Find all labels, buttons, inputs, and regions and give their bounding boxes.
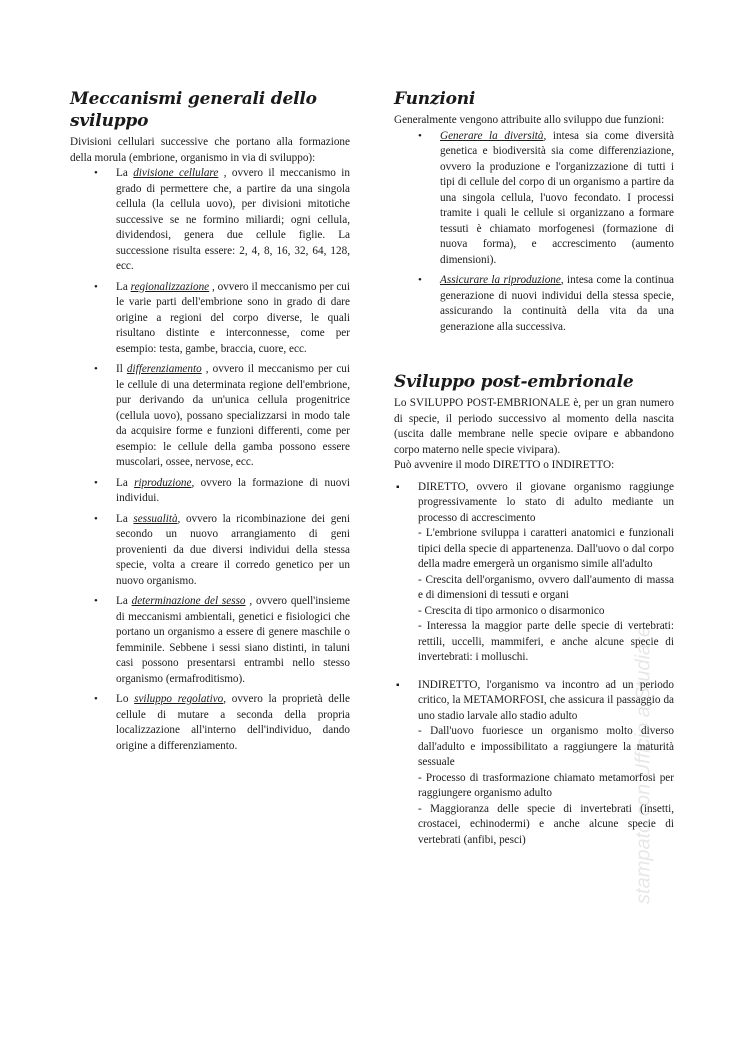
section-title-funzioni: Funzioni <box>394 89 476 109</box>
term-link: differenziamento <box>126 363 202 375</box>
list-item: • La determinazione del sesso , ovvero quell'insieme di meccanismi ambientali, genetici e fisiologici che portano un organismo a essere di genere maschile o femminile. Sebbene i sessi siano distinti, in taluni casi possono presentarsi entrambi nello stesso organismo (ermafroditismo). <box>94 595 350 685</box>
small-bullet-icon: ▪ <box>396 481 400 493</box>
bullet-icon: • <box>94 167 98 179</box>
term-link: Assicurare la riproduzione <box>440 274 561 286</box>
small-bullet-icon: ▪ <box>396 679 400 691</box>
list-item: • Assicurare la riproduzione, intesa come la continua generazione di nuovi individui della stessa specie, assicurando la continuità della vita da una generazione alla successiva. <box>418 274 675 333</box>
bullet-icon: • <box>94 476 98 489</box>
bullet-icon: • <box>418 274 422 286</box>
term-link: Generare la diversità <box>440 129 544 142</box>
list-item: • La regionalizzazione , ovvero il meccanismo per cui le varie parti dell'embrione sono in grado di dare origine a regioni del corpo diverse, le quali risultano distinte e interconnesse, come per esempio: testa, gambe, braccia, cuore, ecc. <box>94 280 350 355</box>
list-item: • Generare la diversità, intesa sia come diversità genetica e biodiversità sia come differenziazione, ovvero la produzione e l'organizzazione di tutti i tipi di cellule del corpo di un organismo a partire da una singola cellula, l'uovo fecondato. I processi tramite i quali le cellule si organizzano a formare tessuti è chiamato morfogenesi (formazione di nuova forma), e accrescimento (aumento dimensioni). <box>418 129 674 266</box>
list-item-indiretto: ▪ INDIRETTO, l'organismo va incontro ad un periodo critico, la METAMORFOSI, che assicura il passaggio da uno stadio larvale allo stadio adulto - Dall'uovo fuoriesce un organismo molto diverso dall'adulto e impossibilitato a raggiungere la maturità sessuale - Processo di trasformazione chiamato metamorfosi per raggiungere organismo adulto - Maggioranza delle specie di invertebrati (insetti, crostacei, echinodermi) e anche alcune specie di vertebrati (anfibi, pesci) <box>396 678 674 846</box>
list-item: • Il differenziamento , ovvero il meccanismo per cui le cellule di una determinata regione dell'embrione, pur derivando da un'unica cellula progenitrice (cellula uovo), possano specializzarsi in modo tale da acquisire forme e funzioni differenti, come per esempio: le cellule della gamba possono essere muscolari, ossee, nervose, ecc. <box>94 363 350 468</box>
mechanism-list <box>70 166 350 754</box>
bullet-icon: • <box>94 363 98 375</box>
term-link: divisione cellulare <box>133 167 219 179</box>
list-item: • La divisione cellulare , ovvero il meccanismo in grado di permettere che, a partire da una singola cellula (la cellula uovo), per divisioni mitotiche successive se ne formino miliardi; ogni cellula, dividendosi, genera due cellule figlie. La successione risulta essere: 2, 4, 8, 16, 32, 64, 128, ecc. <box>94 167 350 272</box>
bullet-icon: • <box>94 512 98 525</box>
list-item: • La sessualità, ovvero la ricombinazione dei geni secondo un nuovo arrangiamento di geni provenienti da due diversi individui della stessa specie, volta a creare il corredo genetico per un nuovo organismo. <box>94 512 350 587</box>
post-embryonic-intro-modes: Può avvenire il modo DIRETTO o INDIRETTO: <box>394 459 615 471</box>
term-link: regionalizzazione <box>130 280 210 293</box>
section-title-post-embrionale: Sviluppo post-embrionale <box>394 372 634 392</box>
term-link: riproduzione <box>134 476 192 489</box>
term-link: sviluppo regolativo <box>134 693 224 705</box>
bullet-icon: • <box>94 693 98 705</box>
left-column <box>70 88 350 754</box>
list-item-diretto: ▪ DIRETTO, ovvero il giovane organismo raggiunge progressivamente lo stato di adulto mediante un processo di accrescimento - L'embrione sviluppa i caratteri anatomici e funzionali tipici della specie di appartenenza. Dall'uovo o dal corpo della madre emergerà un organismo simile all'adulto - Crescita dell'organismo, ovvero dall'aumento di massa e di dimensioni di tessuti e organi - Crescita di tipo armonico o disarmonico - Interessa la maggior parte delle specie di vertebrati: rettili, uccelli, mammiferi, e anche alcune specie di invertebrati: i molluschi. <box>396 480 674 663</box>
post-embryonic-intro: Lo SVILUPPO POST-EMBRIONALE è, per un gran numero di specie, il periodo successivo al momento della nascita (uscita dalle membrane nelle specie ovipare e abbandono corpo materno nelle specie vivipara). <box>394 397 674 456</box>
list-item: • Lo sviluppo regolativo, ovvero la proprietà delle cellule di mutare a seconda della propria localizzazione all'interno dell'individuo, dando origine a differenziamento. <box>94 693 351 752</box>
left-intro: Divisioni cellulari successive che portano alla formazione della morula (embrione, organismo in via di sviluppo): <box>70 136 350 164</box>
watermark-text: stampato con Ufficio a Studiare <box>632 626 655 904</box>
bullet-icon: • <box>418 129 422 142</box>
right-intro: Generalmente vengono attribuite allo sviluppo due funzioni: <box>394 114 665 126</box>
functions-list <box>394 129 674 336</box>
bullet-icon: • <box>94 595 98 607</box>
term-link: sessualità <box>133 512 178 525</box>
watermark <box>604 600 684 930</box>
section-title-meccanismi: Meccanismi generali dello sviluppo <box>70 89 317 131</box>
term-link: determinazione del sesso <box>131 595 246 607</box>
list-item: • La riproduzione, ovvero la formazione di nuovi individui. <box>94 476 350 504</box>
bullet-icon: • <box>94 280 98 293</box>
